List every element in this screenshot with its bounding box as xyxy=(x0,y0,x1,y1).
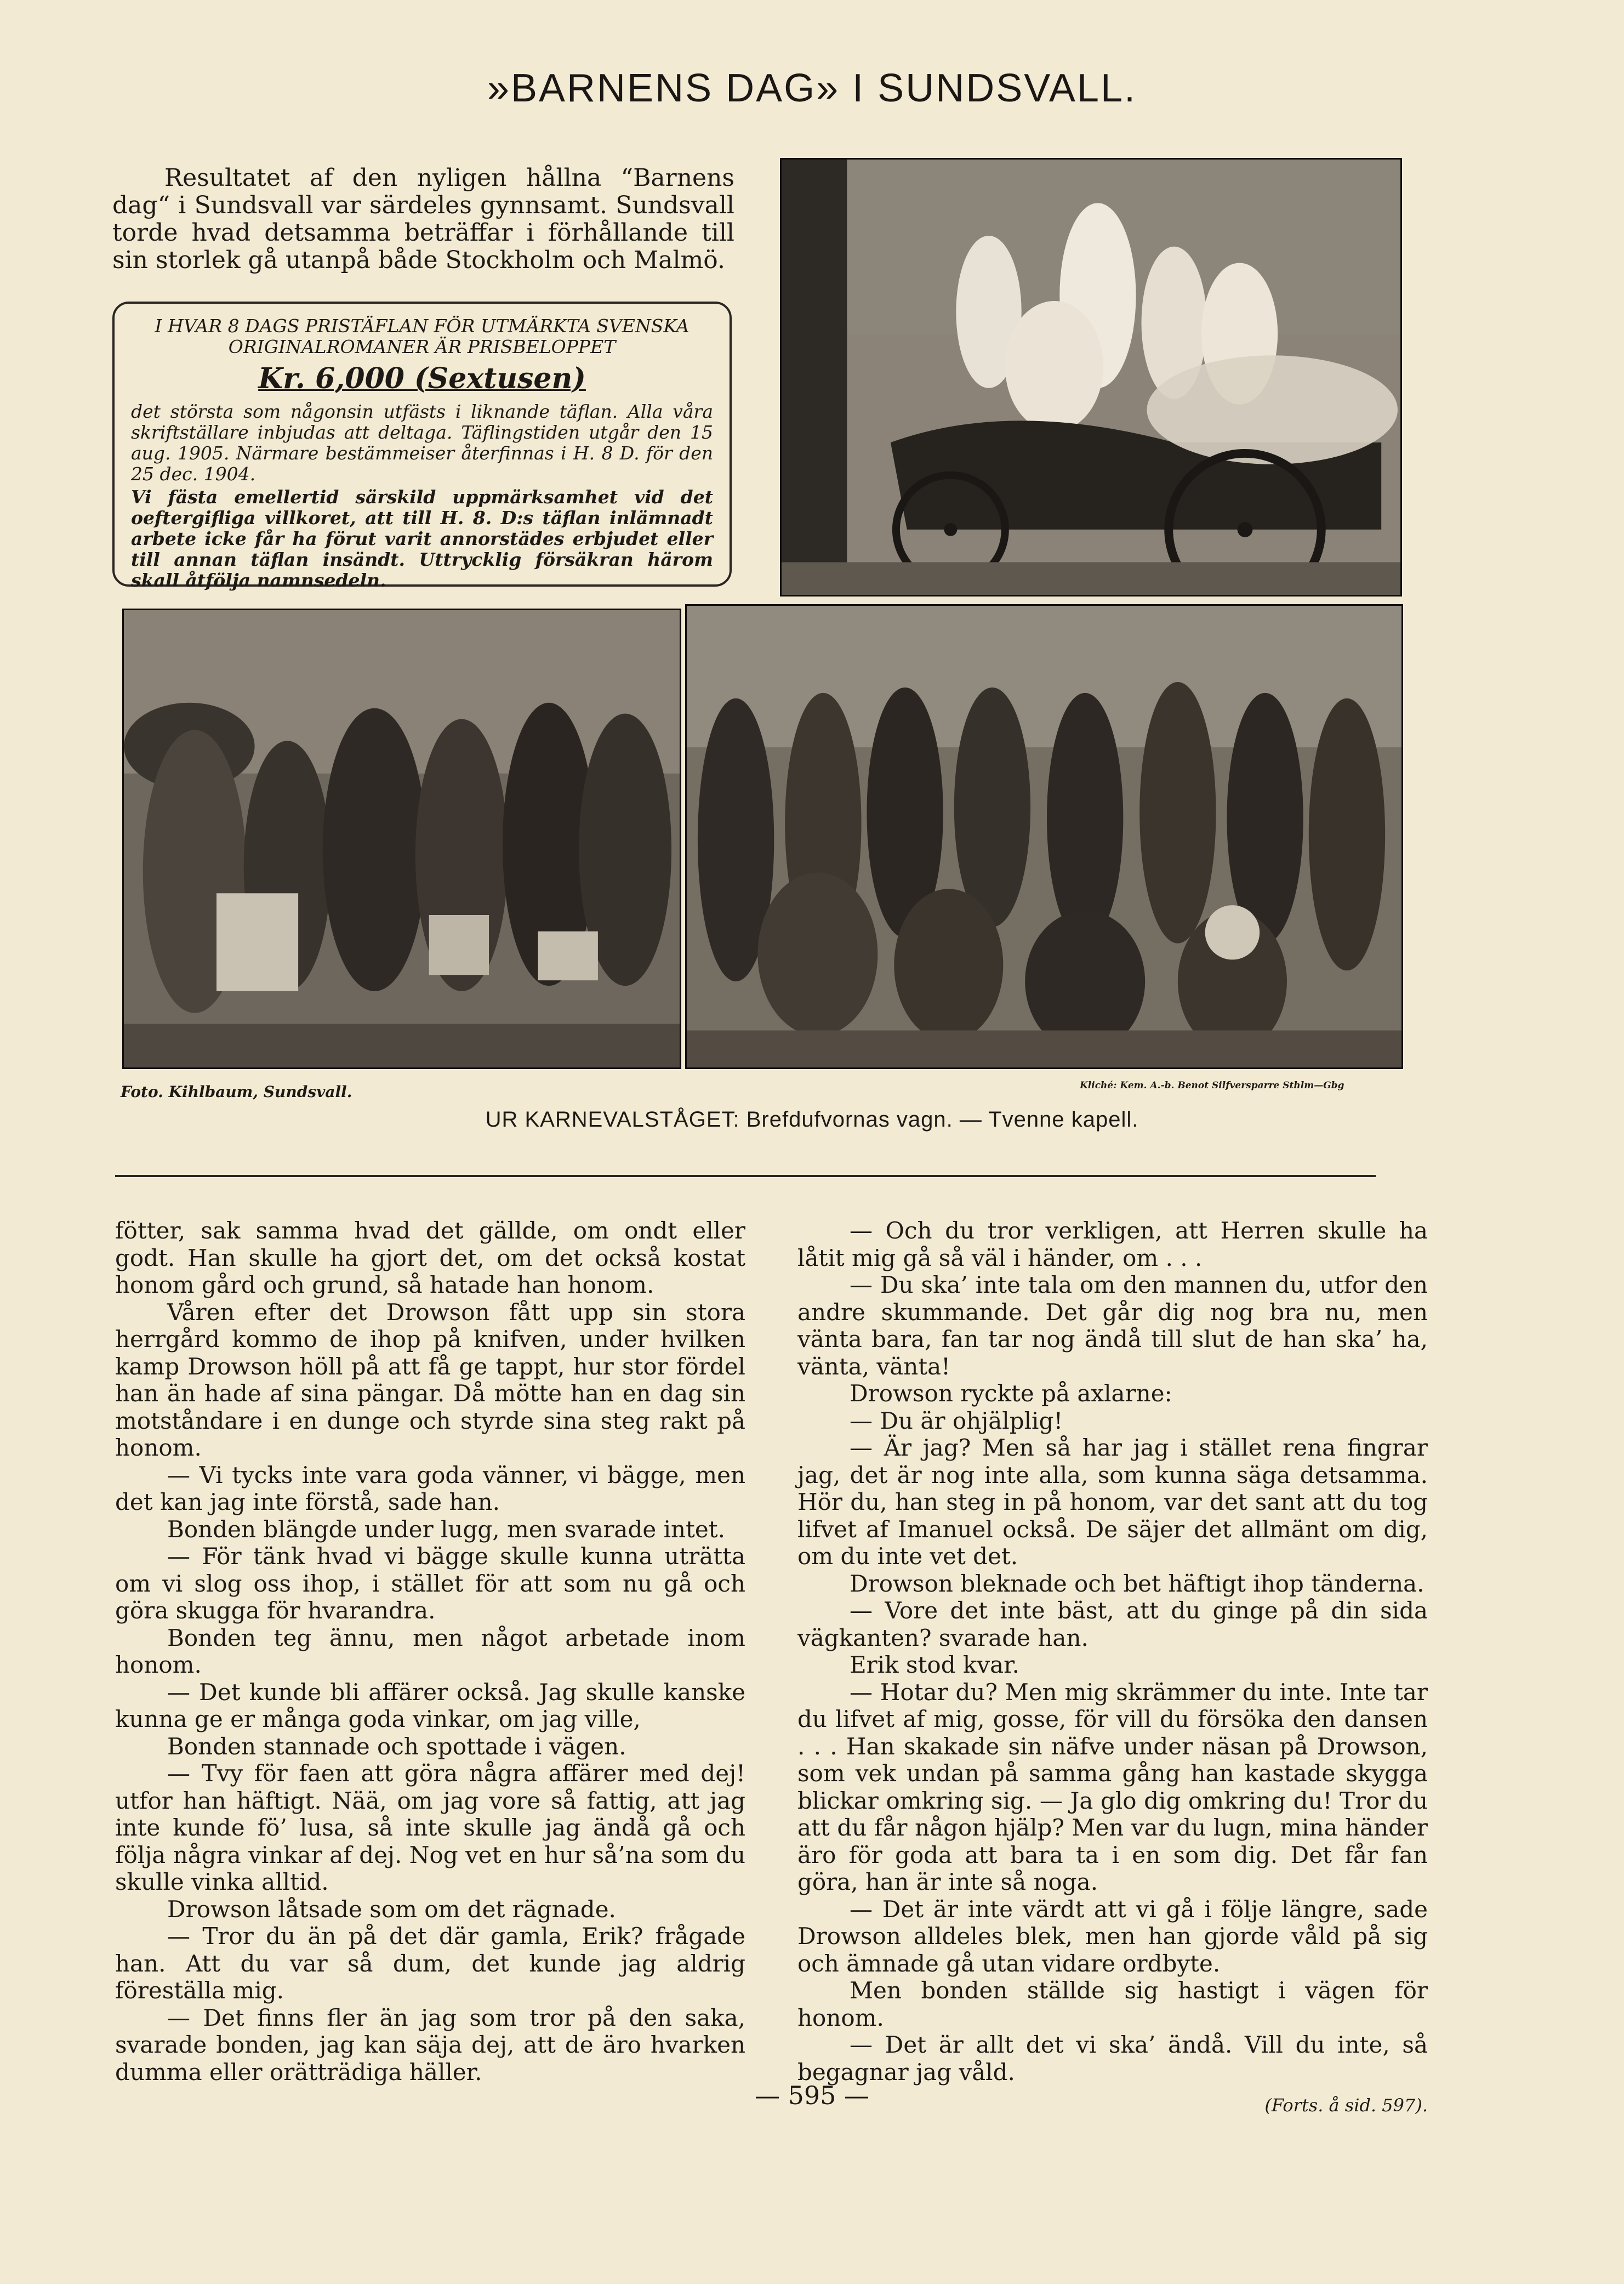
story-column-right xyxy=(797,1217,1428,2120)
story-paragraph: — Tvy för faen att göra några affärer med dej! utfor han häftigt. Nää, om jag vore så fattig, att jag inte kunde fö’ lusa, så inte skulle jag ändå gå och följa några vinkar af dej. Nog vet en hur så’na som du skulle vinka alltid. xyxy=(115,1760,745,1895)
story-paragraph: fötter, sak samma hvad det gällde, om ondt eller godt. Han skulle ha gjort det, om det också kostat honom gård och grund, så hatade han honom. xyxy=(115,1217,745,1298)
story-paragraph: — Du ska’ inte tala om den mannen du, utfor den andre skummande. Det går dig nog bra nu, men vänta bara, fan tar nog ändå till slut de han ska’ ha, vänta, vänta! xyxy=(797,1271,1428,1380)
story-paragraph: — Och du tror verkligen, att Herren skulle ha låtit mig gå så väl i händer, om . . . xyxy=(797,1217,1428,1271)
story-paragraph: — Det kunde bli affärer också. Jag skulle kanske kunna ge er många goda vinkar, om jag ville, xyxy=(115,1678,745,1732)
story-paragraph: — Du är ohjälplig! xyxy=(850,1407,1063,1434)
notice-body: det största som någonsin utfästs i liknande täflan. Alla våra skriftställare inbjudas att deltaga. Täflingstiden utgår den 15 aug. 1905. Närmare bestämmeiser återfinnas i H. 8 D. för den 25 dec. 1904. xyxy=(131,401,713,485)
story-column-left xyxy=(115,1217,745,2086)
photo-band-two xyxy=(685,604,1403,1069)
photo-caption: UR KARNEVALSTÅGET: Brefdufvornas vagn. — Tvenne kapell. xyxy=(485,1107,1139,1132)
story-paragraph: Drowson låtsade som om det rägnade. xyxy=(167,1895,616,1923)
story-paragraph: — Det är inte värdt att vi gå i följe längre, sade Drowson alldeles blek, men han gjorde våld på sig och ämnade gå utan vidare ordbyte. xyxy=(797,1895,1428,1977)
photo-credit: Foto. Kihlbaum, Sundsvall. xyxy=(121,1083,352,1101)
story-paragraph: Bonden teg ännu, men något arbetade inom honom. xyxy=(115,1624,745,1678)
story-paragraph: — Det finns fler än jag som tror på den saka, svarade bonden, jag kan säja dej, att de äro hvarken dumma eller orätträdiga häller. xyxy=(115,2004,745,2086)
carriage-illustration xyxy=(782,160,1400,595)
story-paragraph: — Vore det inte bäst, att du ginge på din sida vägkanten? svarade han. xyxy=(797,1597,1428,1651)
story-paragraph: — Hotar du? Men mig skrämmer du inte. Inte tar du lifvet af mig, gosse, för vill du försöka den dansen . . . Han skakade sin näfve under näsan på Drowson, som vek undan på samma gång han kastade skygga blickar omkring sig. — Ja glo dig omkring du! Tror du att du får någon hjälp? Men var du lugn, mina händer äro för goda att bara ta i en som dig. Det får fan göra, han är inte så noga. xyxy=(797,1678,1428,1895)
notice-heading: I HVAR 8 DAGS PRISTÄFLAN FÖR UTMÄRKTA SVENSKA ORIGINALROMANER ÄR PRISBELOPPET xyxy=(155,315,690,357)
page-number: — 595 — xyxy=(754,2081,870,2110)
engraving-credit: Kliché: Kem. A.-b. Benot Silfversparre Sthlm—Gbg xyxy=(1080,1080,1344,1091)
article-title: »BARNENS DAG» I SUNDSVALL. xyxy=(487,66,1137,110)
story-paragraph: — För tänk hvad vi bägge skulle kunna uträtta om vi slog oss ihop, i stället för att som nu gå och göra skugga för hvarandra. xyxy=(115,1543,745,1624)
notice-conditions: Vi fästa emellertid särskild uppmärksamhet vid det oeftergifliga villkoret, att till H. 8. D:s täflan inlämnadt arbete icke får ha förut varit annorstädes erbjudet eller till annan täflan insändt. Uttrycklig försäkran härom skall åtfölja namnsedeln. xyxy=(131,486,713,591)
story-paragraph: Våren efter det Drowson fått upp sin stora herrgård kommo de ihop på knifven, under hvilken kamp Drowson höll på att få ge tappt, hur stor fördel han än hade af sina pängar. Då mötte han en dag sin motståndare i en dunge och styrde sina steg rakt på honom. xyxy=(115,1298,745,1461)
story-paragraph: — Vi tycks inte vara goda vänner, vi bägge, men det kan jag inte förstå, sade han. xyxy=(115,1461,745,1515)
story-paragraph: Drowson ryckte på axlarne: xyxy=(850,1380,1172,1407)
story-paragraph: Bonden blängde under lugg, men svarade intet. xyxy=(167,1515,726,1543)
section-divider xyxy=(115,1175,1376,1177)
notice-prize-amount: Kr. 6,000 (Sextusen) xyxy=(258,362,586,395)
story-paragraph: — Är jag? Men så har jag i stället rena fingrar jag, det är nog inte alla, som kunna säga detsamma. Hör du, han steg in på honom, var det sant att du tog lifvet af Imanuel också. De säjer det allmänt om dig, om du inte vet det. xyxy=(797,1434,1428,1570)
story-paragraph: Drowson bleknade och bet häftigt ihop tänderna. xyxy=(850,1570,1424,1597)
story-paragraph: — Tror du än på det där gamla, Erik? frågade han. Att du var så dum, det kunde jag aldrig föreställa mig. xyxy=(115,1923,745,2004)
continued-note: (Forts. å sid. 597). xyxy=(1264,2095,1428,2116)
intro-paragraph: Resultatet af den nyligen hållna “Barnens dag“ i Sundsvall var särdeles gynnsamt. Sundsvall torde hvad detsamma beträffar i förhållande till sin storlek gå utanpå både Stockholm och Malmö. xyxy=(112,164,734,274)
photo-carriage xyxy=(780,158,1402,596)
band-one-illustration xyxy=(124,610,680,1067)
story-paragraph: Bonden stannade och spottade i vägen. xyxy=(167,1732,626,1760)
story-paragraph: Men bonden ställde sig hastigt i vägen för honom. xyxy=(797,1977,1428,2031)
story-paragraph: — Det är allt det vi ska’ ändå. Vill du inte, så begagnar jag våld. xyxy=(797,2031,1428,2086)
band-two-illustration xyxy=(687,606,1401,1067)
photo-band-one xyxy=(122,609,681,1069)
competition-notice-box xyxy=(112,302,732,591)
story-paragraph: Erik stod kvar. xyxy=(850,1651,1019,1678)
